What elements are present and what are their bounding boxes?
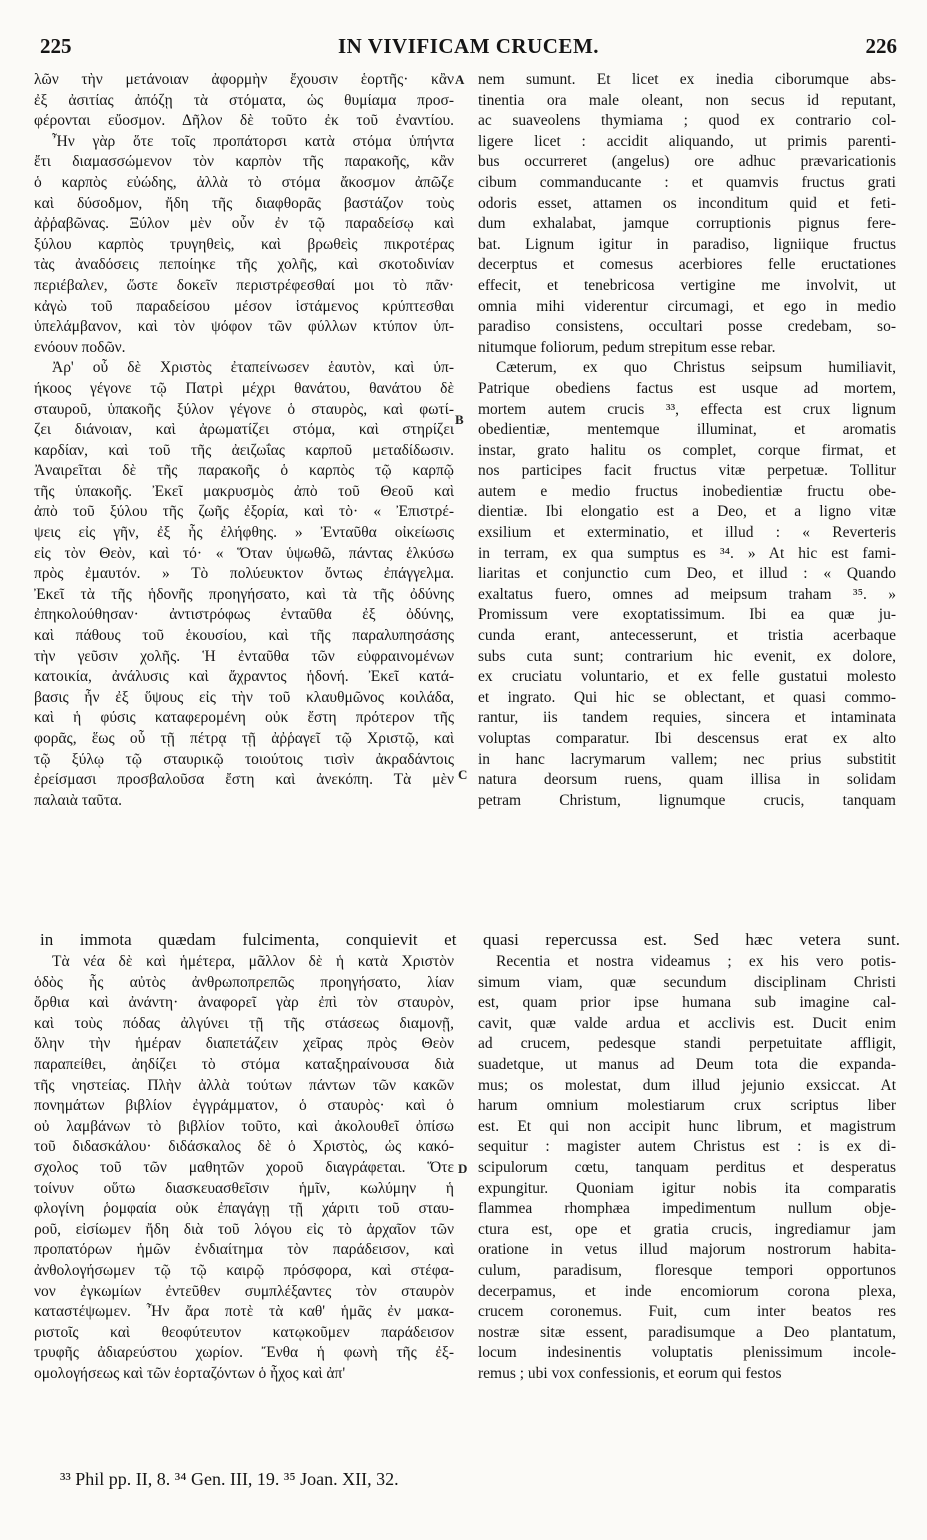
- text-line: expungitur. Quoniam igitur nobis ita comparatis: [478, 1179, 896, 1197]
- text-line: κἀγὼ τοῦ παραδείσου μέσον ἱστάμενος κρύπτεσθαι: [34, 297, 454, 315]
- latin-column-bottom: [478, 952, 896, 1384]
- text-line: λῶν τὴν μετάνοιαν ἀφορμὴν ἔχουσιν ἑορτῆς· κἂν: [34, 71, 454, 88]
- latin-column-top: [478, 70, 896, 811]
- text-line: ὁδὸς ἧς αὐτὸς ἀνθρωποπρεπῶς προηγήσατο, λίαν: [34, 973, 454, 991]
- text-line: simum viam, quæ secundum disciplinam Christi: [478, 973, 896, 991]
- text-line: ἔτι διαμασσώμενον τὸν καρπὸν τῆς παρακοῆς, κἂν: [34, 153, 454, 171]
- text-line: cibum commanducante : et quamvis fructus grati: [478, 173, 896, 191]
- text-line: νον ἐγκωμίων ἐντεῦθεν συμπλέξαντες τὸν σταυρὸν: [34, 1282, 454, 1300]
- text-line: ἐρείσμασι προσβαλοῦσα ἔστη καὶ ἀνεκόπη. Τὰ μὲν: [34, 771, 454, 789]
- text-line: omnia mihi viderentur circumagi, et ego in medio: [478, 297, 896, 315]
- text-line: παλαιὰ ταῦτα.: [34, 791, 122, 809]
- text-line: τὴν γεῦσιν χολῆς. Ἡ ἐνταῦθα τῶν εὐφραινομένων: [34, 647, 454, 665]
- text-line: culum, paradisum, floresque tempori opportunos: [478, 1261, 896, 1279]
- text-line: ὁ καρπὸς εὐώδης, ἀλλὰ τὸ στόμα ἄκοσμον ἀπῶζε: [34, 173, 454, 191]
- text-line: suadetque, ut manus ad Deum tota die expanda-: [478, 1055, 896, 1073]
- text-line: ad crucem, pedesque standi perpetuitate affligit,: [478, 1035, 896, 1053]
- text-line: bat. Lignum igitur in paradiso, ligniique fructus: [478, 235, 896, 253]
- text-line: καταστέψωμεν. Ἦν ἄρα ποτὲ τὰ καθ' ἡμᾶς ἐν μακα-: [34, 1303, 454, 1321]
- text-line: paradiso consistens, occultari posse credebam, so-: [478, 318, 896, 336]
- text-line: ροῦ, εἰσίωμεν ἤδη διὰ τοῦ λόγου εἰς τὸ ἀρχαῖον τῶν: [34, 1220, 454, 1238]
- text-line: nos participes facit fructus vitæ perpetuæ. Tollitur: [478, 462, 896, 480]
- text-line: περιέβαλεν, ὥστε δοκεῖν περιστρέφεσθαί μοι τὸ πᾶν·: [34, 276, 454, 294]
- text-line: κατοικία, ἀνάλυσις καὶ ἄχραντος ἡδονή. Ἐκεῖ κατά-: [34, 668, 454, 686]
- text-line: ἀῤῥαβῶνας. Ξύλον μὲν οὖν ἐν τῷ παραδείσῳ καὶ: [34, 215, 454, 233]
- margin-marker-d: D: [458, 1161, 468, 1176]
- text-line: Recentia et nostra videamus ; ex his vero potis-: [496, 953, 896, 970]
- text-line: decerptus et comesus acerbiores felle eructationes: [478, 256, 896, 274]
- text-line: ὄρθια καὶ ἀνάντη· ἀναφορεῖ γὰρ ἐπὶ τὸν σταυρὸν,: [34, 994, 454, 1012]
- text-line: ex cruciatu voluntario, et ex felle gustatui molesto: [478, 668, 896, 686]
- text-line: rantur, iis tandem requies, sincera et intaminata: [478, 709, 896, 727]
- text-line: instar, grato halitu os complet, corque firmat, et: [478, 441, 896, 459]
- text-line: crucem coronemus. Fuit, cum inter beatos res: [478, 1303, 896, 1321]
- text-line: remus ; ubi vox confessionis, et eorum qui festos: [478, 1364, 782, 1382]
- text-line: mortem autem crucis ³³, effecta est crux lignum: [478, 400, 896, 418]
- text-line: καὶ δύσοδμον, ἤδη τῆς διαφθορᾶς βαστάζον τοὺς: [34, 194, 454, 212]
- text-line: τῷ ξύλῳ τῷ σταυρικῷ τοιούτοις τισὶν ἀκραδάντοις: [34, 750, 454, 768]
- text-line: τρυφῆς ἀδιαρεύστου χωρίον. Ἔνθα ἡ φωνὴ τῆς ἐξ-: [34, 1344, 454, 1362]
- text-line: Patrique obediens factus est usque ad mortem,: [478, 379, 896, 397]
- text-line: Ἀναιρεῖται δὲ τῆς παρακοῆς ὁ καρπὸς τῷ καρπῷ: [34, 462, 454, 480]
- text-line: καὶ πάθους τοῦ ἑκουσίου, καὶ τῆς παραλυπησάσης: [34, 627, 454, 645]
- text-line: ἐπηκολούθησαν· ἀντιστρόφως ἐνταῦθα ἐξ ὀδύνης,: [34, 606, 454, 624]
- text-line: odoris esset, attamen os inconditum quid et feti-: [478, 194, 896, 212]
- text-line: ac suaveolens thymiama ; quod ex contrario col-: [478, 112, 896, 130]
- text-line: Ἦν γὰρ ὅτε τοῖς προπάτορσι κατὰ στόμα ὑπήντα: [52, 132, 454, 150]
- text-line: τοῦ διδασκάλου· διδάσκαλος δὲ ὁ Χριστὸς, ὡς κακό-: [34, 1138, 454, 1156]
- text-line: Τὰ νέα δὲ καὶ ἡμέτερα, μᾶλλον δὲ ἡ κατὰ Χριστὸν: [52, 953, 454, 970]
- text-line: ἀπὸ τοῦ ξύλου τῆς ζωῆς ἐξορία, καὶ τὸ· « Ἐπιστρέ-: [34, 503, 454, 521]
- text-line: προπατόρων ἡμῶν ἐνδιαίτημα τὸν παράδεισον, καὶ: [34, 1241, 454, 1259]
- text-line: ξύλου καρπὸς τρυγηθεὶς, καὶ βρωθεὶς πικροτέρας: [34, 235, 454, 253]
- text-line: dum exhalabat, jamque corruptionis pignus fere-: [478, 215, 896, 233]
- text-line: ζει διάνοιαν, καὶ ἀρωματίζει στόμα, καὶ στηρίζει: [34, 421, 454, 439]
- text-line: est. Et qui non accipit hunc librum, et magistrum: [478, 1117, 896, 1135]
- text-line: ctura est, ope et gratia crucis, ingrediamur jam: [478, 1220, 896, 1238]
- bridge-line: in immota quædam fulcimenta, conquievit et quasi repercussa est. Sed hæc vetera sunt.: [40, 930, 900, 949]
- text-line: ἀνθολογήσωμεν τῷ τῷ καιρῷ πρόσφορα, καὶ στέφα-: [34, 1261, 454, 1279]
- text-line: φορᾶς, ἕως οὗ τῇ πέτρᾳ τῇ ἀῤῥαγεῖ τῷ Χριστῷ, καὶ: [34, 730, 454, 747]
- text-line: ὑπελάμβανον, καὶ τὸν ψόφον τῶν φύλλων κτύπον ὑπ-: [34, 318, 454, 336]
- text-line: effecit, et tenebricosa vertigine me involvit, ut: [478, 276, 896, 294]
- running-title: IN VIVIFICAM CRUCEM.: [337, 34, 600, 58]
- page-header: [40, 34, 897, 64]
- text-line: τοίνυν οὕτω διασκευασθεῖσιν ἡμῖν, κωλύμην ἡ: [34, 1179, 454, 1197]
- text-line: ήκοος γέγονε τῷ Πατρὶ μέχρι θανάτου, θανάτου δὲ: [34, 379, 454, 397]
- text-line: flammea rhomphæa impedimentum nullum obje-: [478, 1200, 896, 1218]
- text-line: βασις ἦν ἐξ ὕψους εἰς τὴν τοῦ κλαυθμῶνος κοιλάδα,: [34, 688, 454, 706]
- text-line: bus occurreret (angelus) ore adhuc prævaricationis: [478, 153, 896, 171]
- text-line: locum indesinentis voluptatis plenissimum incole-: [478, 1344, 896, 1362]
- text-line: παραπείθει, ἀηδίζει τὸ στόμα καταξηραίνουσα διὰ: [34, 1055, 454, 1073]
- text-line: harum omnium molestiarum crux scriptus liber: [478, 1097, 896, 1115]
- text-line: καὶ τοὺς πόδας ἀλγύνει τῇ τῆς στάσεως διαμονῇ,: [34, 1014, 454, 1032]
- text-line: εἰς τὸν Θεὸν, καὶ τό· « Ὅταν ὑψωθῶ, πάντας ἑλκύσω: [34, 544, 454, 562]
- text-line: scipulorum cœtu, tanquam perditus et desperatus: [478, 1158, 896, 1176]
- text-line: ριστοῖς καὶ θεοφύτευτον κατῳκοῦμεν παράδεισον: [34, 1323, 454, 1341]
- text-line: ομολογήσεως καὶ τῶν ἑορταζόντων ὁ ἦχος καὶ ἀπ': [34, 1364, 346, 1382]
- text-line: καὶ ἡ φύσις καταφερομένη οὐκ ἔστη πρότερον τῆς: [34, 709, 454, 727]
- text-line: sequitur : magister autem Christus est : is ex di-: [478, 1138, 896, 1156]
- text-line: cunda erant, antecesserunt, et tristia acerbaque: [478, 627, 896, 645]
- text-line: πονημάτων βιβλίον ἐγγράμματον, ὁ σταυρὸς· καὶ ὁ: [34, 1097, 454, 1115]
- text-line: tinentia ora male oleant, non secus id reputant,: [478, 91, 896, 109]
- text-line: cavit, quæ valde ardua et acclivis est. Ducit enim: [478, 1014, 896, 1032]
- text-line: petram Christum, lignumque crucis, tanquam: [478, 791, 896, 809]
- margin-marker-c: C: [458, 767, 468, 782]
- margin-marker-a: A: [455, 72, 465, 87]
- text-line: in terram, ex qua sumptus es ³⁴. » At hic est fami-: [478, 544, 896, 562]
- text-line: dientiæ. Ibi elongatio est a Deo, et a ligno vitæ: [478, 503, 896, 521]
- text-line: Promissum vere exoptatissimum. Ibi ea quæ ju-: [478, 606, 896, 624]
- text-line: ἐξ ἀσιτίας ἀπόζῃ τὰ στόματα, ὡς θυμίαμα προσ-: [34, 91, 454, 109]
- text-line: voluptas comparatur. Ibi descensus erat ex alto: [478, 730, 896, 747]
- text-line: πρὸς ἐμαυτόν. » Τὸ πολύευκτον ὄντως ἐπάγγελμα.: [34, 565, 454, 583]
- text-line: liaritas et conjunctio cum Deo, et illud : « Quando: [478, 565, 896, 583]
- text-line: φλογίνη ῥομφαία οὐκ ἐπαγάγῃ τῇ χάριτι τοῦ σταυ-: [34, 1200, 454, 1218]
- text-line: in hanc lacrymarum vallem; nec prius substitit: [478, 750, 896, 768]
- text-line: et ingrato. Qui hic se oblectant, et quasi commo-: [478, 688, 896, 706]
- text-line: autem e medio fructus inobedientiæ fructu obe-: [478, 482, 896, 500]
- text-line: σταυροῦ, ὑπακοῆς ξύλον γέγονε ὁ σταυρὸς, καὶ φωτί-: [34, 400, 454, 418]
- text-line: ligere licet : accidit aliquando, ut primis parenti-: [478, 132, 896, 150]
- text-line: Ἐκεῖ τὰ τῆς ἡδονῆς προηγήσατο, καὶ τὰ τῆς ὀδύνης: [34, 585, 454, 603]
- text-line: subs cuta sunt; contrarium hic evenit, ex dolore,: [478, 647, 896, 665]
- text-line: exaltatus fuero, omnes ad meipsum traham ³⁵. »: [478, 585, 896, 603]
- page-number-left: 225: [40, 34, 72, 58]
- text-line: τῆς νηστείας. Πλὴν ἀλλὰ τούτων πάντων τῶν κακῶν: [34, 1076, 454, 1094]
- footnotes: ³³ Phil pp. II, 8. ³⁴ Gen. III, 19. ³⁵ Joan. XII, 32.: [60, 1469, 399, 1489]
- text-line: mus; os molestat, dum illud jejunio exsiccat. At: [478, 1076, 896, 1094]
- text-line: nostræ sitæ essent, paradisumque a Deo plantatum,: [478, 1323, 896, 1341]
- text-line: nem sumunt. Et licet ex inedia ciborumque abs-: [478, 71, 896, 88]
- text-line: natura deorsum ruens, quam illisa in solidam: [478, 771, 896, 789]
- text-line: ὅλην τὴν ἡμέραν διαπετάζειν χεῖρας πρὸς Θεὸν: [34, 1035, 454, 1053]
- text-line: φέρονται εὔοσμον. Δῆλον δὲ τοῦτο ἐκ τοῦ ἐναντίου.: [34, 112, 454, 130]
- text-line: exsilium et exterminatio, et illud : « Reverteris: [478, 524, 896, 542]
- text-line: τὰς ἀναδόσεις πεποίηκε τῆς χολῆς, καὶ σκοτοδινίαν: [34, 256, 454, 274]
- page-number-right: 226: [865, 34, 897, 58]
- greek-column-top: [34, 70, 454, 811]
- text-line: Ἀρ' οὖ δὲ Χριστὸς ἐταπείνωσεν ἑαυτὸν, καὶ ὑπ-: [52, 359, 454, 377]
- text-line: est, quam prior ipse humana sub imagine cal-: [478, 994, 896, 1012]
- text-line: τῆς ὑπακοῆς. Ἐκεῖ μακρυσμὸς ἀπὸ τοῦ Θεοῦ καὶ: [34, 482, 454, 500]
- text-line: nitumque foliorum, pedum strepitum esse rebar.: [478, 338, 776, 356]
- greek-column-bottom: [34, 952, 454, 1384]
- text-line: ψεις εἰς γῆν, ἐξ ἧς ἐλήφθης. » Ἐνταῦθα οἰκείωσις: [34, 524, 454, 542]
- text-line: Cæterum, ex quo Christus seipsum humiliavit,: [496, 359, 896, 377]
- margin-marker-b: B: [455, 412, 464, 427]
- text-line: obedientiæ, mentemque illuminat, et aromatis: [478, 421, 896, 439]
- text-line: ενόουν ποδῶν.: [34, 338, 126, 356]
- text-line: oratione in vetus illud majorum nostrorum habita-: [478, 1241, 896, 1259]
- text-line: καρδίαν, καὶ τοῦ τῆς ἀειζωΐας καρποῦ μεταδίδωσιν.: [34, 441, 454, 459]
- text-line: οὐ λαμβάνων τὸ βιβλίον τοῦτο, καὶ ἀκολουθεῖ ὀπίσω: [34, 1117, 454, 1135]
- text-line: decerpamus, et inde encomiorum corona plexa,: [478, 1282, 896, 1300]
- text-line: σχολος τοῦ τῶν μαθητῶν χοροῦ διαγράφεται. Ὅτε: [34, 1158, 454, 1176]
